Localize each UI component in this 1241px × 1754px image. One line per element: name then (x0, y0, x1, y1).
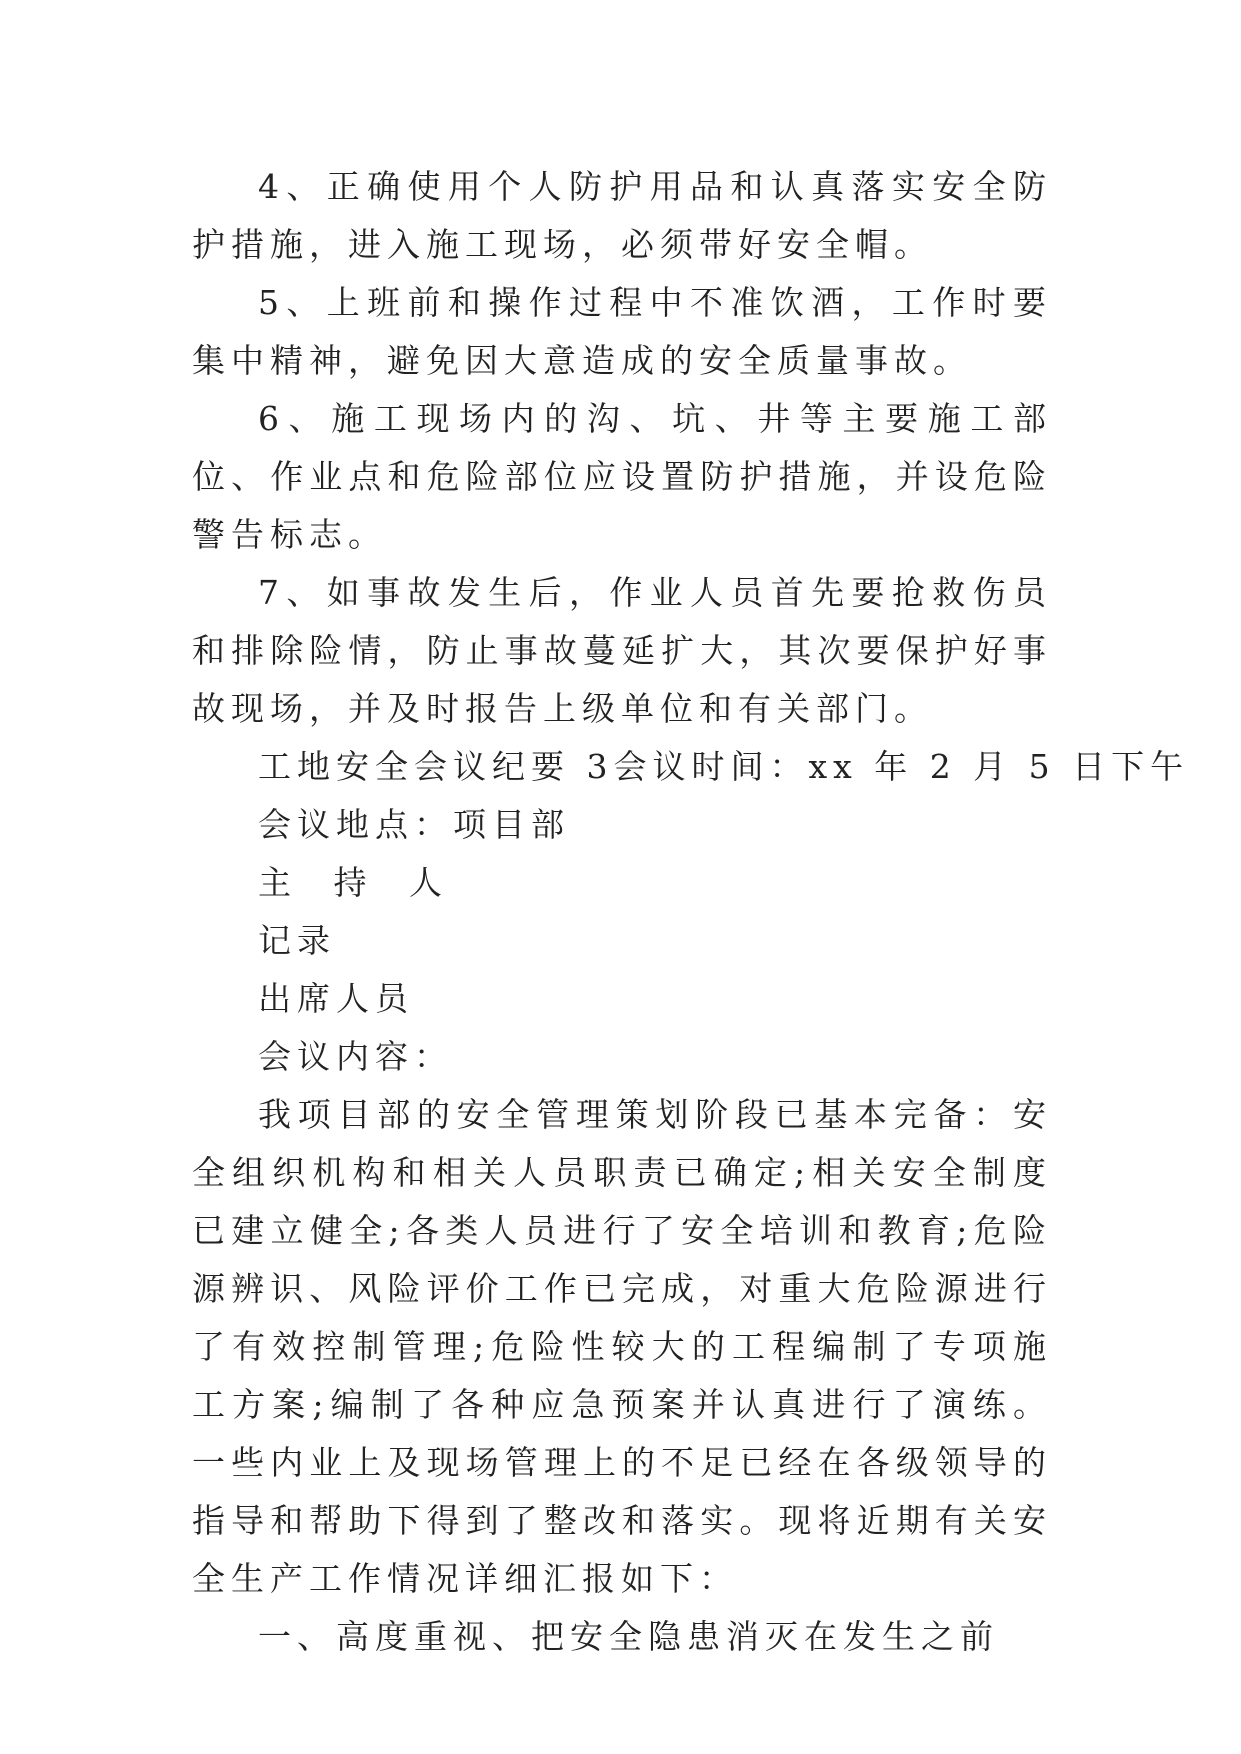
meeting-time: 会议时间：xx 年 2 月 5 日下午 (613, 747, 1190, 786)
rule-item-4: 4、正确使用个人防护用品和认真落实安全防护措施，进入施工现场，必须带好安全帽。 (192, 167, 1052, 264)
meeting-recorder: 记录 (258, 921, 336, 960)
rule-item-5: 5、上班前和操作过程中不准饮酒，工作时要集中精神，避免因大意造成的安全质量事故。 (192, 283, 1052, 380)
meeting-attendees: 出席人员 (258, 979, 414, 1018)
rule-item-6: 6、施工现场内的沟、坑、井等主要施工部位、作业点和危险部位应设置防护措施，并设危险警告标志。 (192, 399, 1052, 554)
meeting-header-row (192, 738, 1190, 796)
section-heading: 一、高度重视、把安全隐患消灭在发生之前 (258, 1617, 999, 1656)
document-body (192, 158, 1190, 1666)
meeting-title: 工地安全会议纪要 3 (258, 747, 614, 786)
meeting-content-label: 会议内容： (258, 1037, 453, 1076)
meeting-body-paragraph: 我项目部的安全管理策划阶段已基本完备：安全组织机构和相关人员职责已确定;相关安全制度已建立健全;各类人员进行了安全培训和教育;危险源辨识、风险评价工作已完成，对重大危险源进行了有效控制管理;危险性较大的工程编制了专项施工方案;编制了各种应急预案并认真进行了演练。一些内业上及现场管理上的不足已经在各级领导的指导和帮助下得到了整改和落实。现将近期有关安全生产工作情况详细汇报如下： (192, 1095, 1052, 1598)
rule-item-7: 7、如事故发生后，作业人员首先要抢救伤员和排除险情，防止事故蔓延扩大，其次要保护好事故现场，并及时报告上级单位和有关部门。 (192, 573, 1052, 728)
meeting-host: 主 持 人 (258, 863, 458, 902)
meeting-location: 会议地点：项目部 (258, 805, 570, 844)
